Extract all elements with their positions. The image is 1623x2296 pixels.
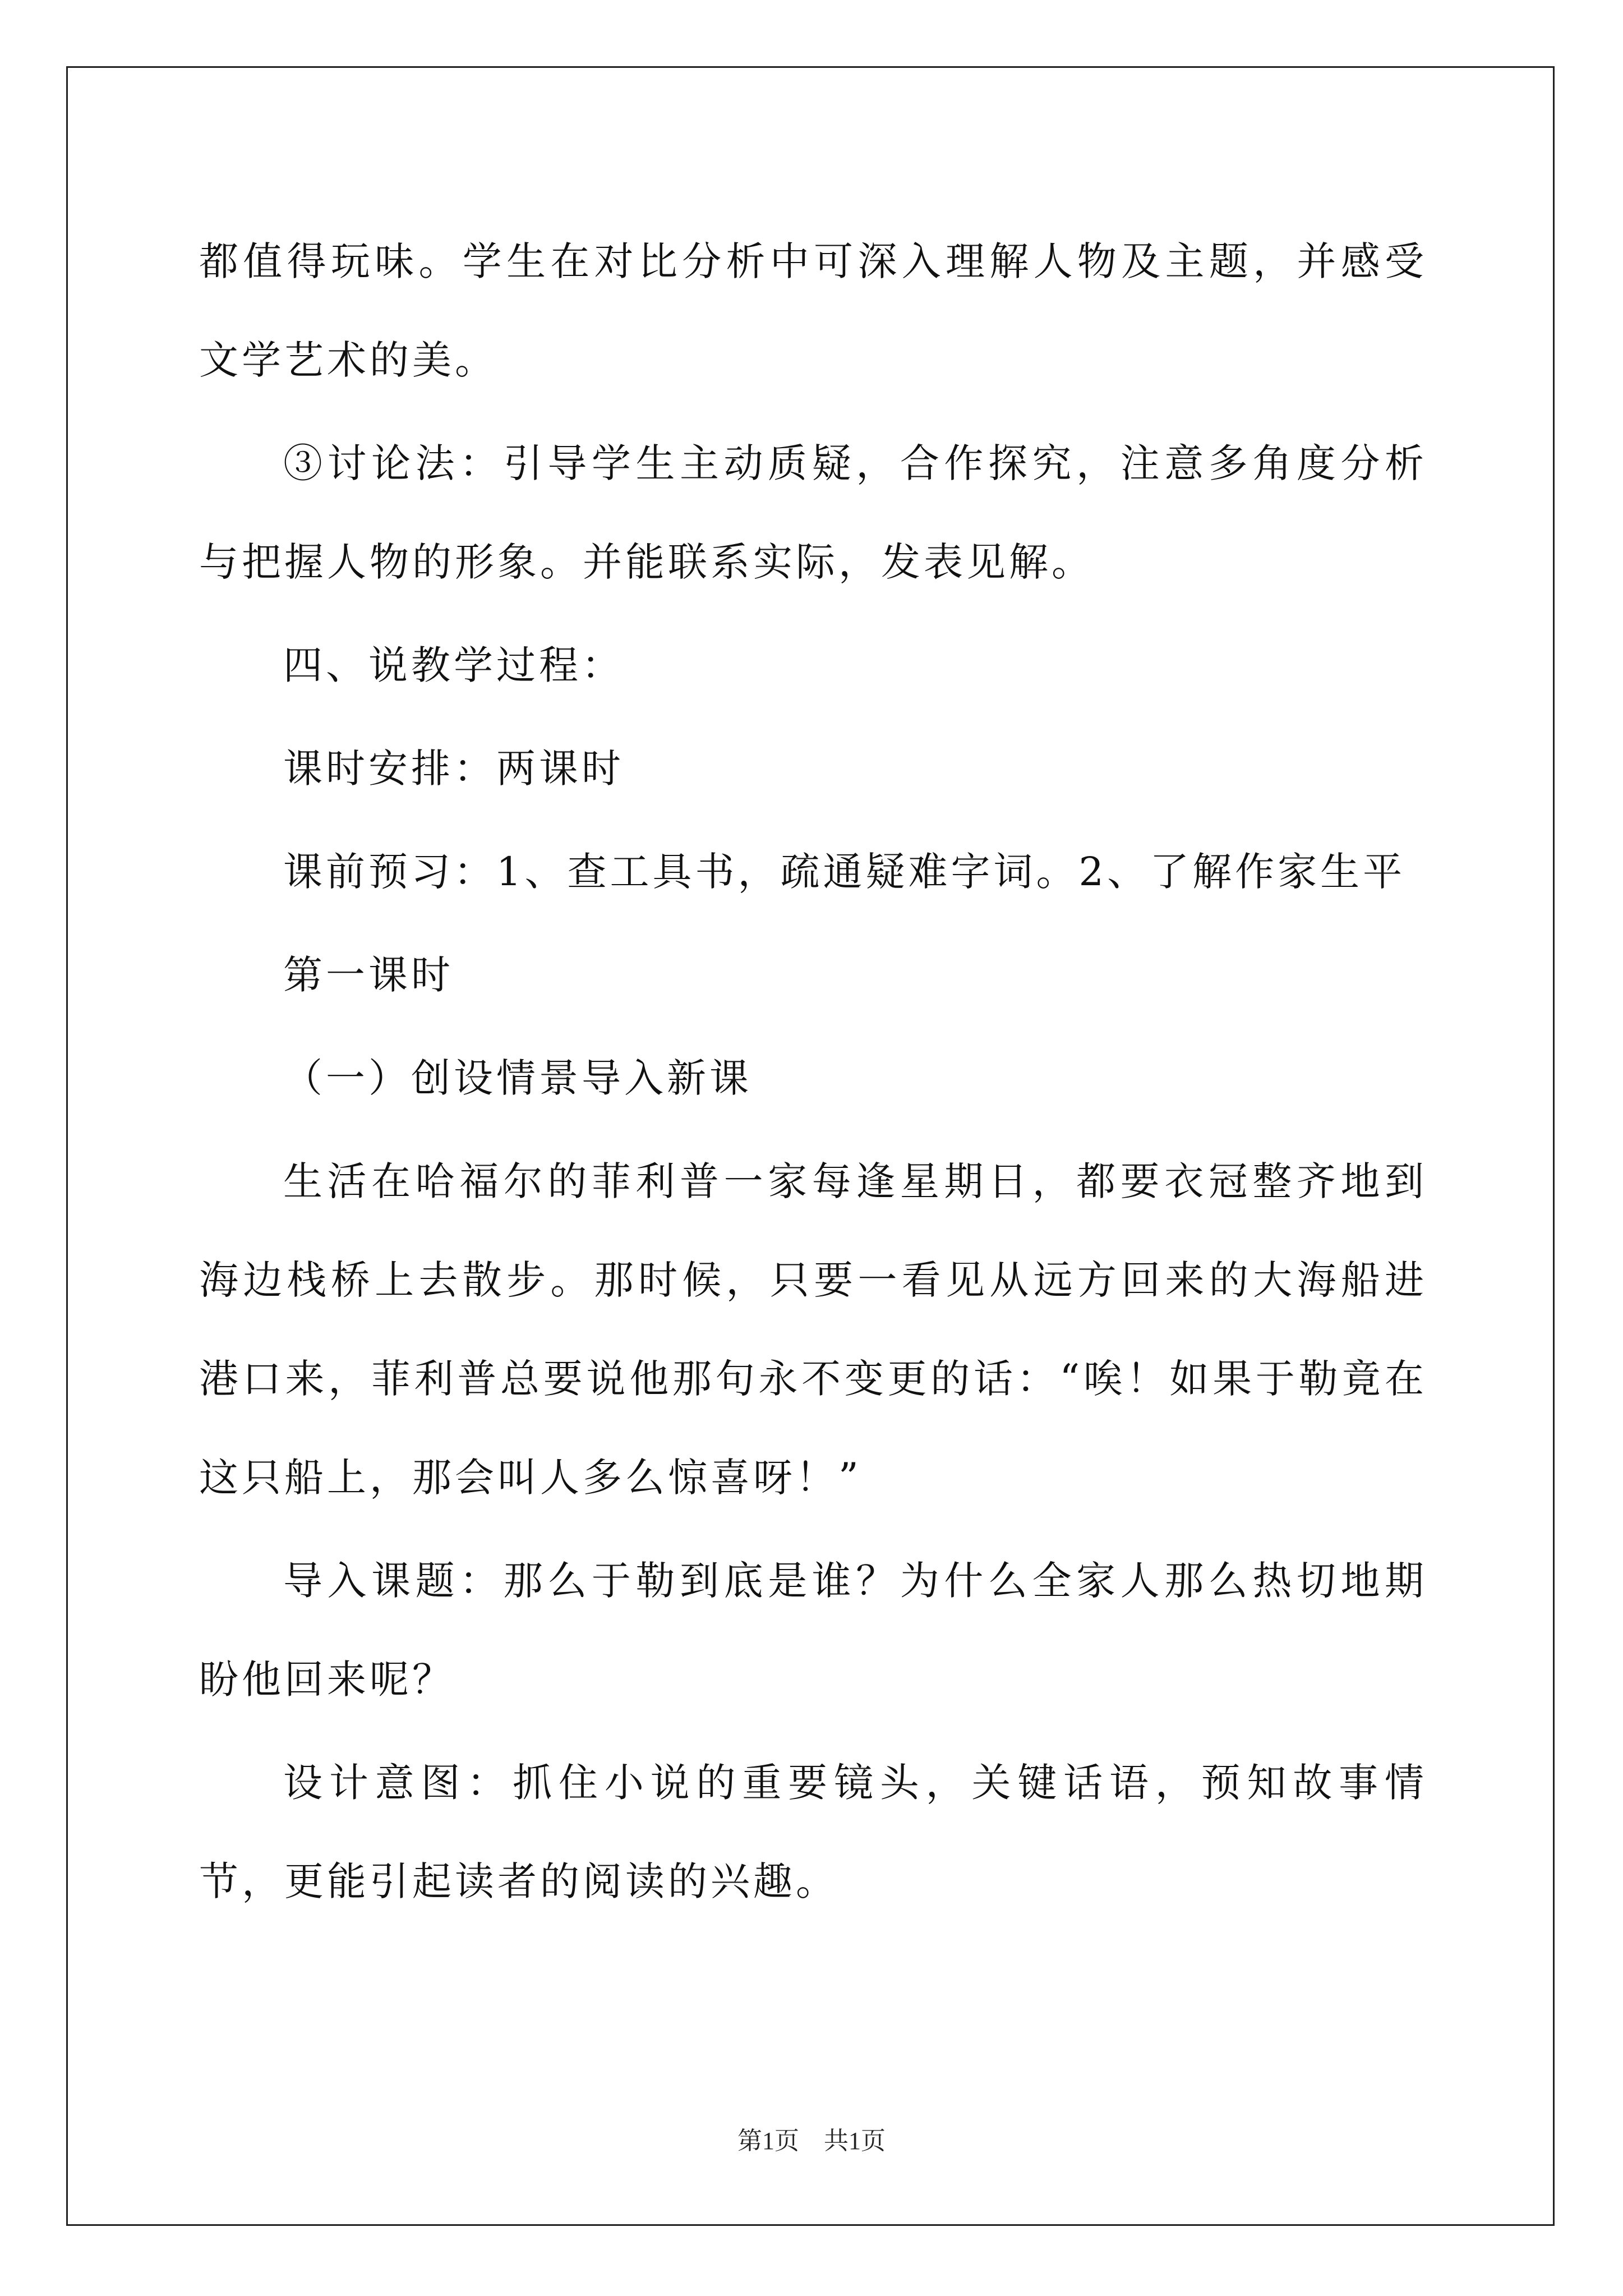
paragraph-10: 设计意图：抓住小说的重要镜头，关键话语，预知故事情节，更能引起读者的阅读的兴趣。 bbox=[199, 1760, 1427, 1904]
paragraph-4: 课时安排：两课时 bbox=[283, 746, 624, 792]
paragraph-6: 第一课时 bbox=[283, 952, 454, 998]
paragraph-2: ③讨论法：引导学生主动质疑，合作探究，注意多角度分析与把握人物的形象。并能联系实际，发表见解。 bbox=[199, 440, 1427, 585]
document-body bbox=[199, 212, 1427, 1935]
paragraph-5: 课前预习：1、查工具书，疏通疑难字词。2、了解作家生平 bbox=[283, 849, 1406, 895]
paragraph-8: 生活在哈福尔的菲利普一家每逢星期日，都要衣冠整齐地到海边栈桥上去散步。那时候，只要一看见从远方回来的大海船进港口来，菲利普总要说他那句永不变更的话：“唉！如果于勒竟在这只船上，那会叫人多么惊喜呀！” bbox=[199, 1158, 1427, 1501]
paragraph-3: 四、说教学过程： bbox=[283, 642, 624, 688]
paragraph-1: 都值得玩味。学生在对比分析中可深入理解人物及主题，并感受文学艺术的美。 bbox=[199, 238, 1427, 383]
paragraph-7: （一）创设情景导入新课 bbox=[283, 1055, 752, 1101]
paragraph-9: 导入课题：那么于勒到底是谁？为什么全家人那么热切地期盼他回来呢？ bbox=[199, 1558, 1427, 1703]
page-footer: 第1页 共1页 bbox=[737, 2127, 886, 2155]
